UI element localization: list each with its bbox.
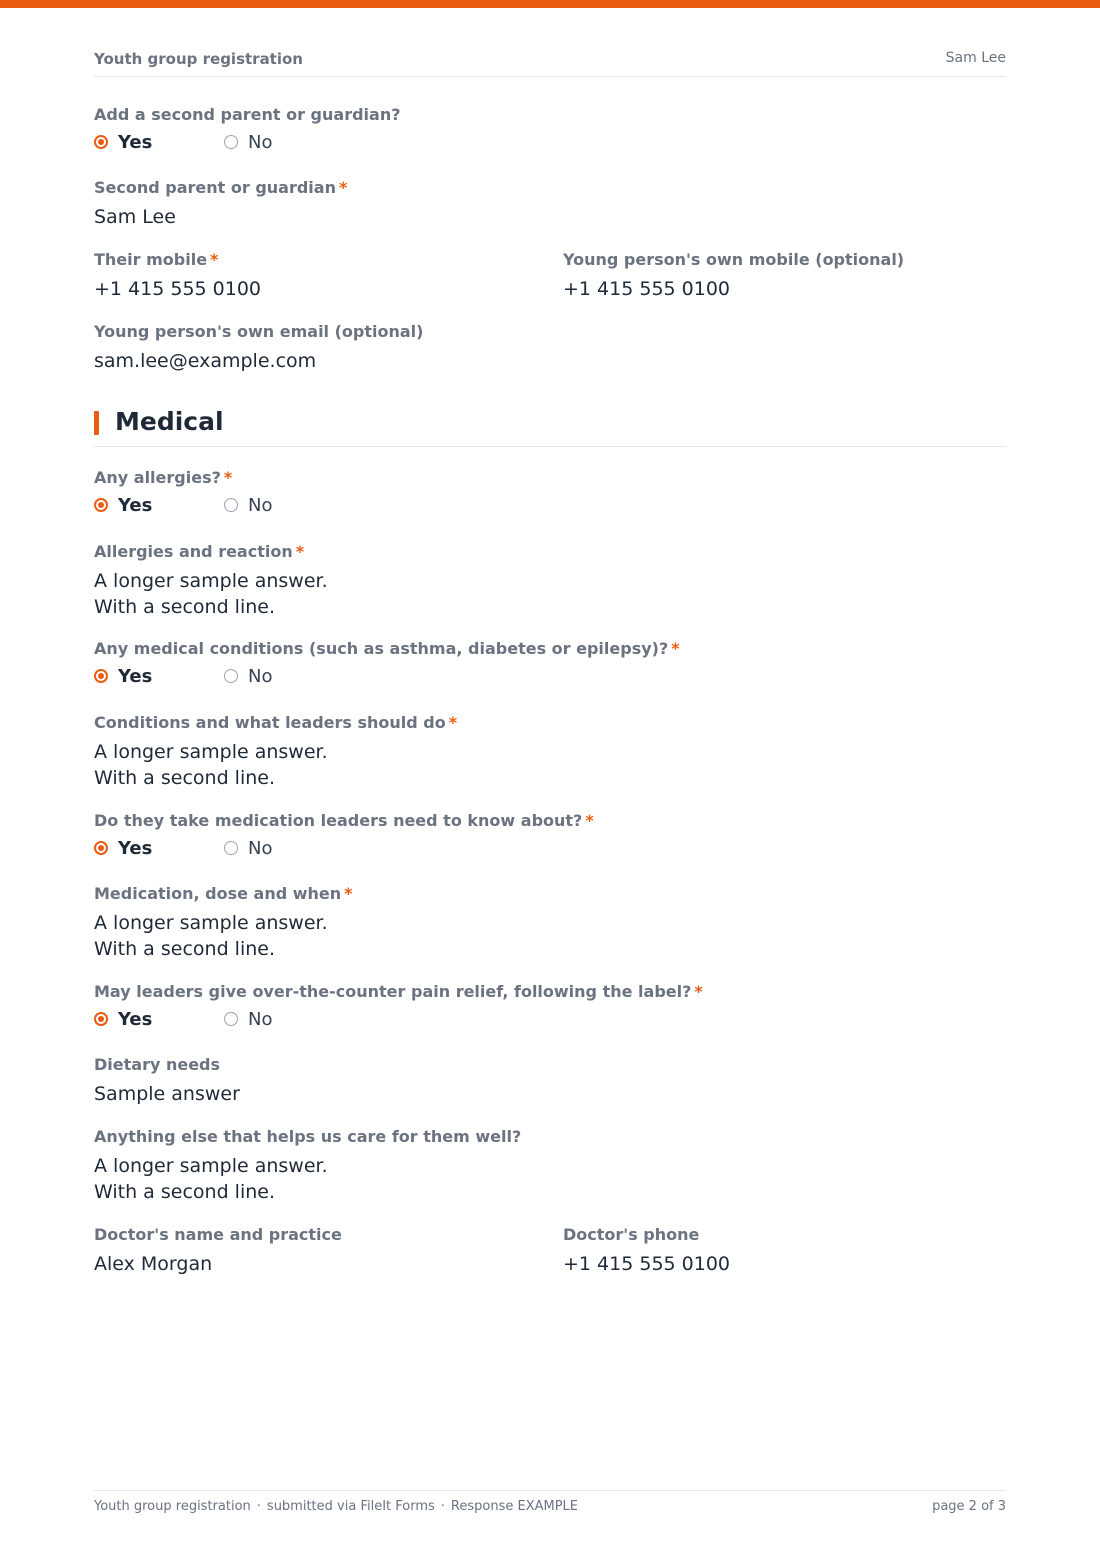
- footer-separator: ·: [256, 1499, 261, 1514]
- footer-response-id: Response EXAMPLE: [450, 1499, 579, 1514]
- dietary-field: [94, 1055, 240, 1107]
- radio-no-label: No: [248, 1008, 273, 1030]
- footer-form-name: Youth group registration: [94, 1499, 251, 1514]
- required-marker: *: [585, 811, 594, 830]
- respondent-name: Sam Lee: [945, 50, 1006, 66]
- radio-no-label: No: [248, 837, 273, 859]
- radio-no[interactable]: [224, 838, 272, 859]
- doctor-name-field: [94, 1225, 342, 1277]
- required-marker: *: [338, 178, 348, 197]
- radio-group: [94, 493, 272, 517]
- field-label-text: Their mobile: [94, 250, 208, 269]
- field-label: Doctor's name and practice: [94, 1225, 342, 1244]
- young-email-field: [94, 322, 423, 374]
- footer-submitted: submitted via FileIt Forms: [266, 1499, 435, 1514]
- radio-group: [94, 664, 680, 688]
- required-marker: *: [671, 639, 680, 658]
- their-mobile-field: [94, 250, 261, 302]
- footer-info: [94, 1499, 578, 1514]
- radio-yes-label: Yes: [118, 665, 153, 687]
- medication-toggle-field: [94, 811, 594, 860]
- section-accent-bar: [94, 411, 99, 435]
- required-marker: *: [448, 713, 458, 732]
- answer-line: A longer sample answer.: [94, 570, 328, 592]
- radio-yes[interactable]: [94, 495, 224, 516]
- radio-yes[interactable]: [94, 838, 224, 859]
- field-label: [94, 713, 457, 733]
- field-value: [94, 739, 457, 791]
- field-label: Add a second parent or guardian?: [94, 105, 401, 124]
- radio-no[interactable]: [224, 1009, 272, 1030]
- field-value: +1 415 555 0100: [94, 278, 262, 300]
- field-label: [94, 178, 347, 198]
- radio-no-label: No: [248, 494, 273, 516]
- field-label-text: Medication, dose and when: [94, 884, 342, 903]
- radio-empty-icon: [224, 669, 238, 683]
- anything-else-field: [94, 1127, 521, 1205]
- radio-no-label: No: [248, 665, 273, 687]
- conditions-field: [94, 713, 457, 791]
- radio-yes[interactable]: [94, 666, 224, 687]
- radio-selected-icon: [94, 841, 108, 855]
- field-label: [94, 982, 703, 1002]
- answer-line: With a second line.: [94, 596, 275, 618]
- field-label-text: Allergies and reaction: [94, 542, 293, 561]
- field-label: Young person's own email (optional): [94, 322, 424, 341]
- radio-yes-label: Yes: [118, 131, 153, 153]
- radio-yes-label: Yes: [118, 837, 153, 859]
- field-label-text: May leaders give over-the-counter pain relief, following the label?: [94, 982, 692, 1001]
- field-value: Sample answer: [94, 1083, 240, 1105]
- required-marker: *: [210, 250, 219, 269]
- field-value: +1 415 555 0100: [563, 1253, 731, 1275]
- radio-yes-label: Yes: [118, 494, 153, 516]
- radio-group: [94, 1007, 703, 1031]
- field-value: Sam Lee: [94, 206, 176, 228]
- medical-section-header: [94, 408, 1006, 447]
- field-label-text: Any medical conditions (such as asthma, diabetes or epilepsy)?: [94, 639, 669, 658]
- field-label: [94, 468, 272, 488]
- radio-selected-icon: [94, 669, 108, 683]
- field-label: [94, 811, 594, 831]
- radio-no-label: No: [248, 131, 273, 153]
- radio-empty-icon: [224, 135, 238, 149]
- required-marker: *: [694, 982, 703, 1001]
- field-value: sam.lee@example.com: [94, 350, 317, 372]
- answer-line: With a second line.: [94, 938, 275, 960]
- radio-selected-icon: [94, 135, 108, 149]
- second-parent-field: [94, 178, 347, 230]
- answer-line: With a second line.: [94, 767, 275, 789]
- field-label-text: Do they take medication leaders need to know about?: [94, 811, 583, 830]
- accent-top-bar: [0, 0, 1100, 8]
- required-marker: *: [344, 884, 353, 903]
- radio-group: [94, 130, 400, 154]
- radio-empty-icon: [224, 498, 238, 512]
- field-value: [94, 1153, 521, 1205]
- field-label-text: Any allergies?: [94, 468, 221, 487]
- conditions-toggle-field: [94, 639, 680, 688]
- radio-yes[interactable]: [94, 132, 224, 153]
- field-label-text: Second parent or guardian: [94, 178, 336, 197]
- required-marker: *: [295, 542, 305, 561]
- radio-selected-icon: [94, 498, 108, 512]
- field-label: Doctor's phone: [563, 1225, 700, 1244]
- field-label: Anything else that helps us care for them well?: [94, 1127, 522, 1146]
- radio-yes[interactable]: [94, 1009, 224, 1030]
- footer-separator: ·: [440, 1499, 445, 1514]
- field-value: Alex Morgan: [94, 1253, 213, 1275]
- answer-line: A longer sample answer.: [94, 912, 328, 934]
- medication-field: [94, 884, 353, 962]
- page-header: [94, 48, 1006, 77]
- answer-line: A longer sample answer.: [94, 1155, 328, 1177]
- pain-relief-toggle-field: [94, 982, 703, 1031]
- field-value: +1 415 555 0100: [563, 278, 731, 300]
- page-footer: [94, 1490, 1006, 1514]
- field-label: [94, 884, 353, 904]
- field-label: [94, 639, 680, 659]
- form-title: Youth group registration: [94, 50, 303, 68]
- second-parent-toggle-field: [94, 105, 400, 154]
- answer-line: With a second line.: [94, 1181, 275, 1203]
- field-label: Dietary needs: [94, 1055, 221, 1074]
- page-number: page 2 of 3: [932, 1499, 1006, 1514]
- field-label: [94, 542, 328, 562]
- radio-no[interactable]: [224, 666, 272, 687]
- required-marker: *: [223, 468, 233, 487]
- radio-empty-icon: [224, 1012, 238, 1026]
- radio-empty-icon: [224, 841, 238, 855]
- radio-no[interactable]: [224, 495, 272, 516]
- radio-selected-icon: [94, 1012, 108, 1026]
- field-value: [94, 910, 353, 962]
- field-label-text: Conditions and what leaders should do: [94, 713, 446, 732]
- doctor-phone-field: [563, 1225, 730, 1277]
- radio-yes-label: Yes: [118, 1008, 153, 1030]
- allergies-field: [94, 542, 328, 620]
- field-label: [94, 250, 261, 270]
- allergies-toggle-field: [94, 468, 272, 517]
- radio-no[interactable]: [224, 132, 272, 153]
- field-value: [94, 568, 328, 620]
- answer-line: A longer sample answer.: [94, 741, 328, 763]
- young-mobile-field: [563, 250, 904, 302]
- radio-group: [94, 836, 594, 860]
- field-label: Young person's own mobile (optional): [563, 250, 905, 269]
- section-title: Medical: [115, 407, 224, 436]
